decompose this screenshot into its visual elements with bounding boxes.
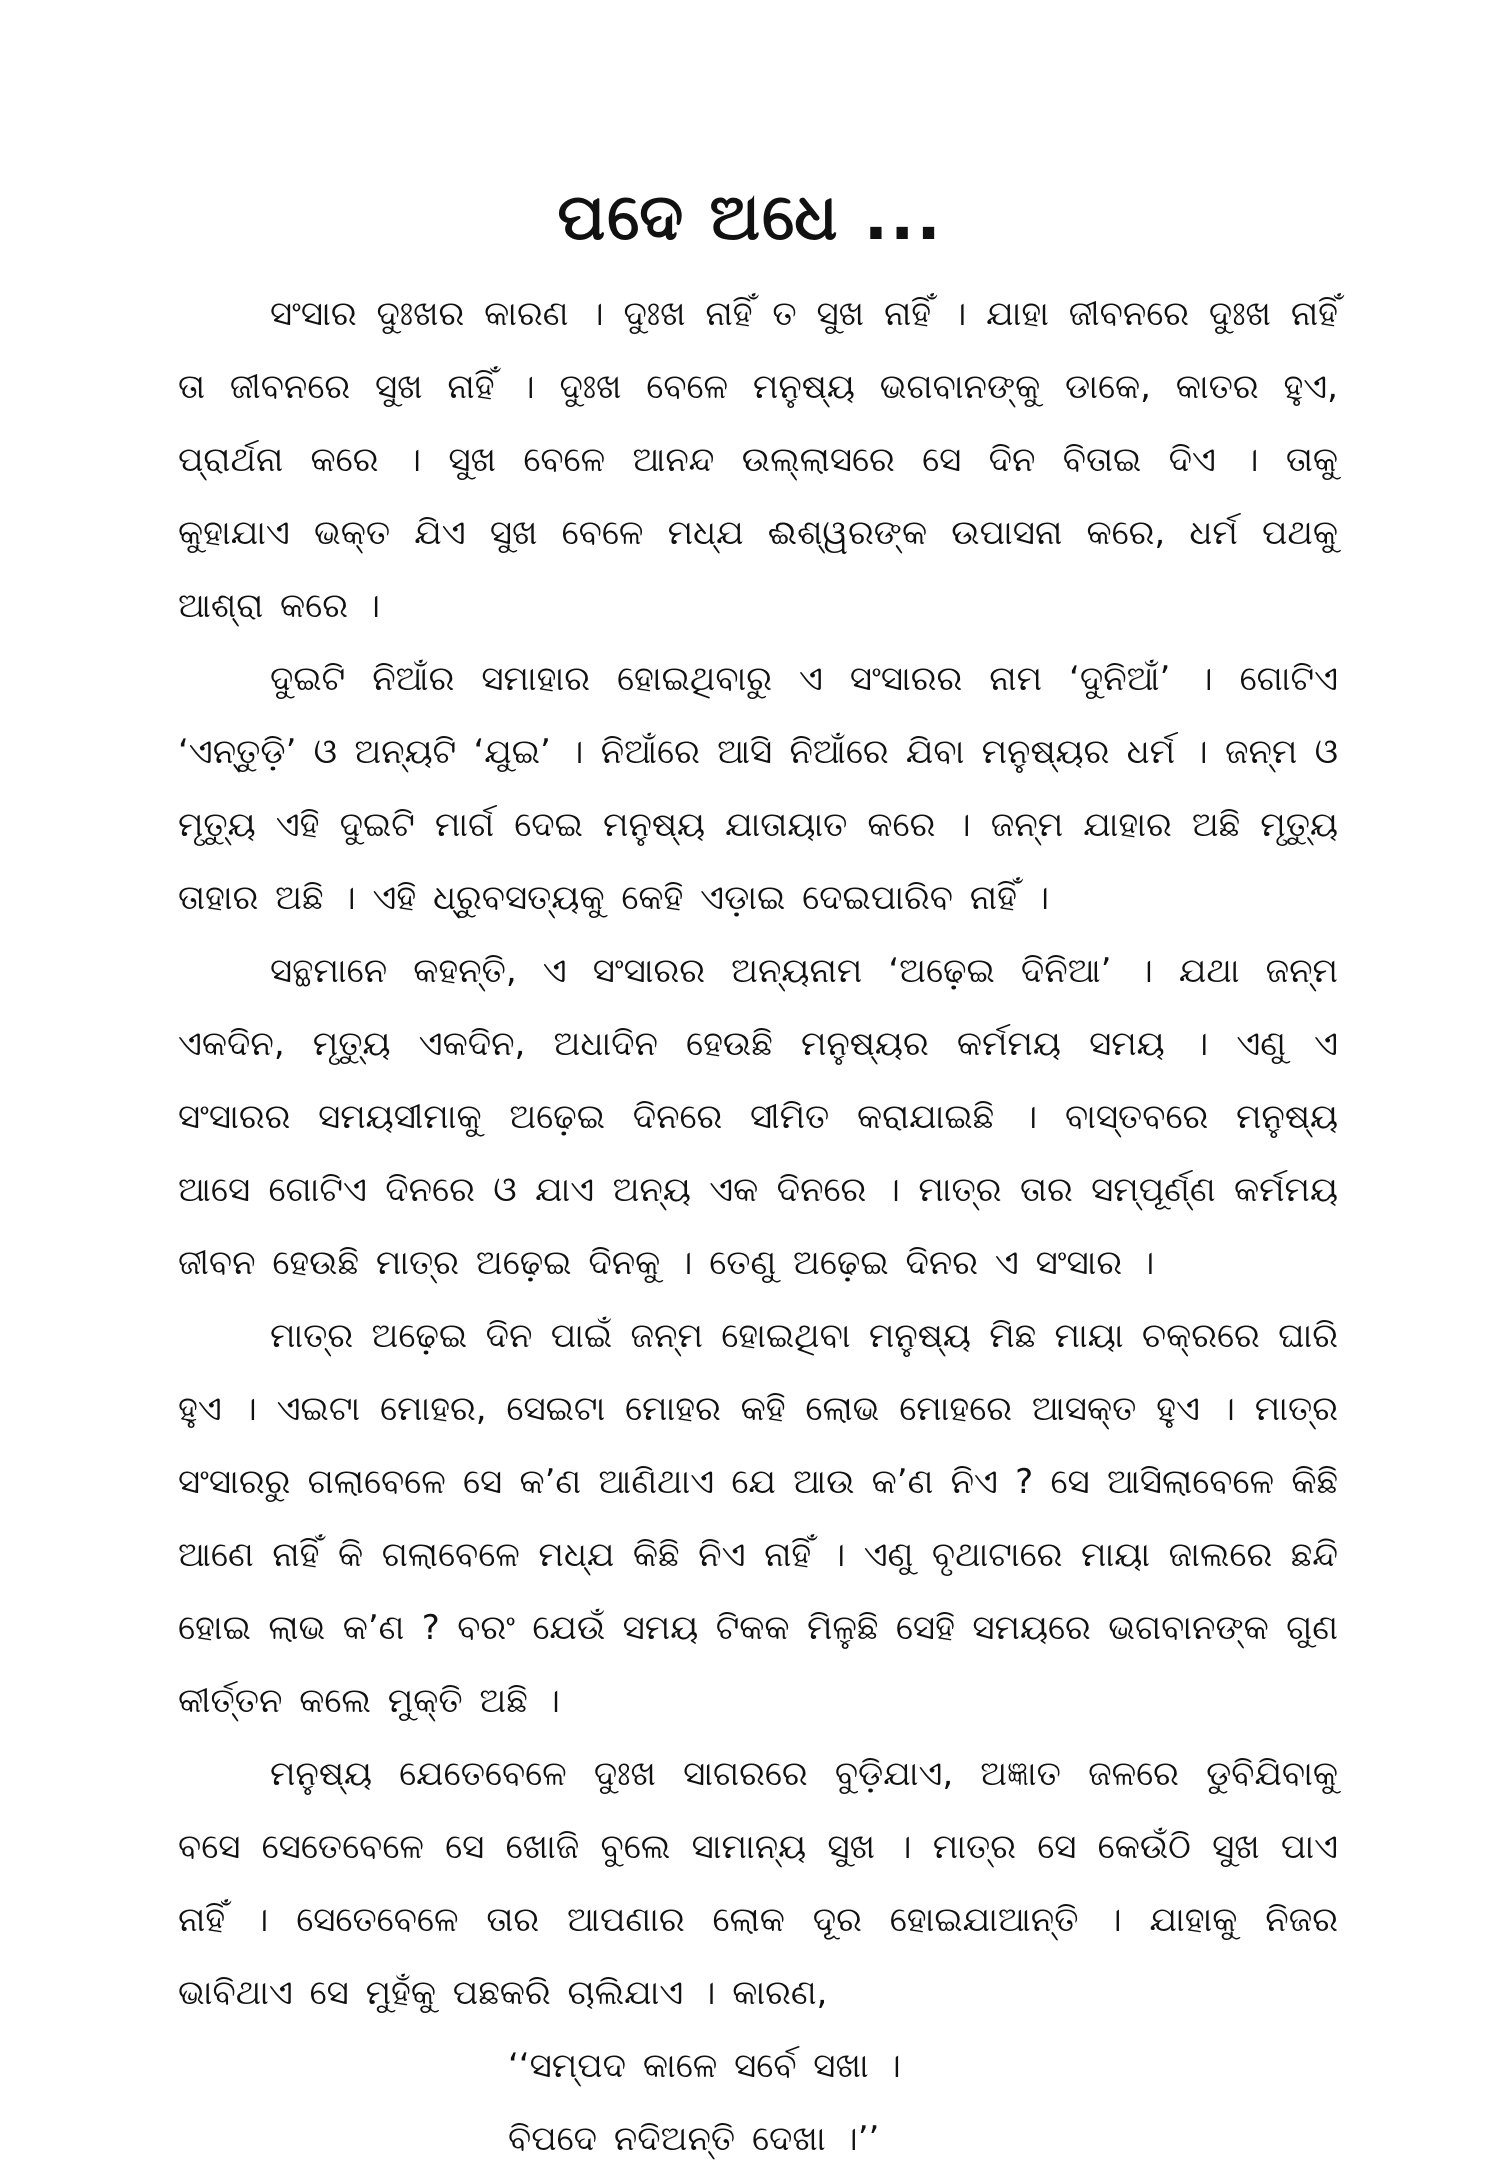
paragraph-1: ସଂସାର ଦୁଃଖର କାରଣ । ଦୁଃଖ ନାହିଁ ତ ସୁଖ ନାହିଁ । ଯାହା ଜୀବନରେ ଦୁଃଖ ନାହିଁ ତା ଜୀବନରେ ସୁଖ ନାହିଁ । ଦୁଃଖ ବେଳେ ମନୁଷ୍ୟ ଭଗବାନଙ୍କୁ ଡାକେ, କାତର ହୁଏ, ପ୍ରାର୍ଥନା କରେ । ସୁଖ ବେଳେ ଆନନ୍ଦ ଉଲ୍ଲାସରେ ସେ ଦିନ ବିତାଇ ଦିଏ । ତାକୁ କୁହାଯାଏ ଭକ୍ତ ଯିଏ ସୁଖ ବେଳେ ମଧ୍ଯ ଈଶ୍ୱରଙ୍କ ଉପାସନା କରେ, ଧର୍ମ ପଥକୁ ଆଶ୍ରା କରେ । xyxy=(178,294,1338,626)
paragraph-3: ସନ୍ଥମାନେ କହନ୍ତି, ଏ ସଂସାରର ଅନ୍ୟନାମ ‘ଅଢ଼େଇ ଦିନିଆ’ । ଯଥା ଜନ୍ମ ଏକଦିନ, ମୃତ୍ୟୁ ଏକଦିନ, ଅଧାଦିନ ହେଉଛି ମନୁଷ୍ୟର କର୍ମମୟ ସମୟ । ଏଣୁ ଏ ସଂସାରର ସମୟସୀମାକୁ ଅଢ଼େଇ ଦିନରେ ସୀମିତ କରାଯାଇଛି । ବାସ୍ତବରେ ମନୁଷ୍ୟ ଆସେ ଗୋଟିଏ ଦିନରେ ଓ ଯାଏ ଅନ୍ୟ ଏକ ଦିନରେ । ମାତ୍ର ତାର ସମ୍ପୂର୍ଣ୍ଣ କର୍ମମୟ ଜୀବନ ହେଉଛି ମାତ୍ର ଅଢ଼େଇ ଦିନକୁ । ତେଣୁ ଅଢ଼େଇ ଦିନର ଏ ସଂସାର । xyxy=(178,951,1338,1283)
paragraph-2: ଦୁଇଟି ନିଆଁର ସମାହାର ହୋଇଥିବାରୁ ଏ ସଂସାରର ନାମ ‘ଦୁନିଆଁ’ । ଗୋଟିଏ ‘ଏନ୍ତୁଡ଼ି’ ଓ ଅନ୍ୟଟି ‘ଯୁଇ’ । ନିଆଁରେ ଆସି ନିଆଁରେ ଯିବା ମନୁଷ୍ୟର ଧର୍ମ । ଜନ୍ମ ଓ ମୃତ୍ୟୁ ଏହି ଦୁଇଟି ମାର୍ଗ ଦେଇ ମନୁଷ୍ୟ ଯାତାୟାତ କରେ । ଜନ୍ମ ଯାହାର ଅଛି ମୃତ୍ୟୁ ତାହାର ଅଛି । ଏହି ଧ୍ରୁବସତ୍ୟକୁ କେହି ଏଡ଼ାଇ ଦେଇପାରିବ ନାହିଁ । xyxy=(178,659,1338,918)
quote-line-2: ବିପଦେ ନଦିଅନ୍ତି ଦେଖା ।’’ xyxy=(508,2119,880,2159)
paragraph-5: ମନୁଷ୍ୟ ଯେତେବେଳେ ଦୁଃଖ ସାଗରରେ ବୁଡ଼ିଯାଏ, ଅଜ୍ଞାତ ଜଳରେ ଡୁବିଯିବାକୁ ବସେ ସେତେବେଳେ ସେ ଖୋଜି ବୁଲେ ସାମାନ୍ୟ ସୁଖ । ମାତ୍ର ସେ କେଉଁଠି ସୁଖ ପାଏ ନାହିଁ । ସେତେବେଳେ ତାର ଆପଣାର ଲୋକ ଦୂର ହୋଇଯାଆନ୍ତି । ଯାହାକୁ ନିଜର ଭାବିଥାଏ ସେ ମୁହଁକୁ ପଛକରି ଚାଲିଯାଏ । କାରଣ, xyxy=(178,1754,1338,2013)
quote-line-1: ‘‘ସମ୍ପଦ କାଳେ ସର୍ବେ ସଖା । xyxy=(508,2046,901,2086)
body-text xyxy=(178,278,1338,2176)
paragraph-4: ମାତ୍ର ଅଢ଼େଇ ଦିନ ପାଇଁ ଜନ୍ମ ହୋଇଥିବା ମନୁଷ୍ୟ ମିଛ ମାୟା ଚକ୍ରରେ ଘାରି ହୁଏ । ଏଇଟା ମୋହର, ସେଇଟା ମୋହର କହି ଲୋଭ ମୋହରେ ଆସକ୍ତ ହୁଏ । ମାତ୍ର ସଂସାରରୁ ଗଲାବେଳେ ସେ କ’ଣ ଆଣିଥାଏ ଯେ ଆଉ କ’ଣ ନିଏ ? ସେ ଆସିଲାବେଳେ କିଛି ଆଣେ ନାହିଁ କି ଗଲାବେଳେ ମଧ୍ଯ କିଛି ନିଏ ନାହିଁ । ଏଣୁ ବୃଥାଟାରେ ମାୟା ଜାଲରେ ଛନ୍ଦି ହୋଇ ଲାଭ କ’ଣ ? ବରଂ ଯେଉଁ ସମୟ ଟିକକ ମିଳୁଛି ସେହି ସମୟରେ ଭଗବାନଙ୍କ ଗୁଣ କୀର୍ତ୍ତନ କଲେ ମୁକ୍ତି ଅଛି । xyxy=(178,1316,1338,1721)
quote-block xyxy=(178,2030,1338,2176)
page-title: ପଦେ ଅଧେ ... xyxy=(557,181,943,255)
